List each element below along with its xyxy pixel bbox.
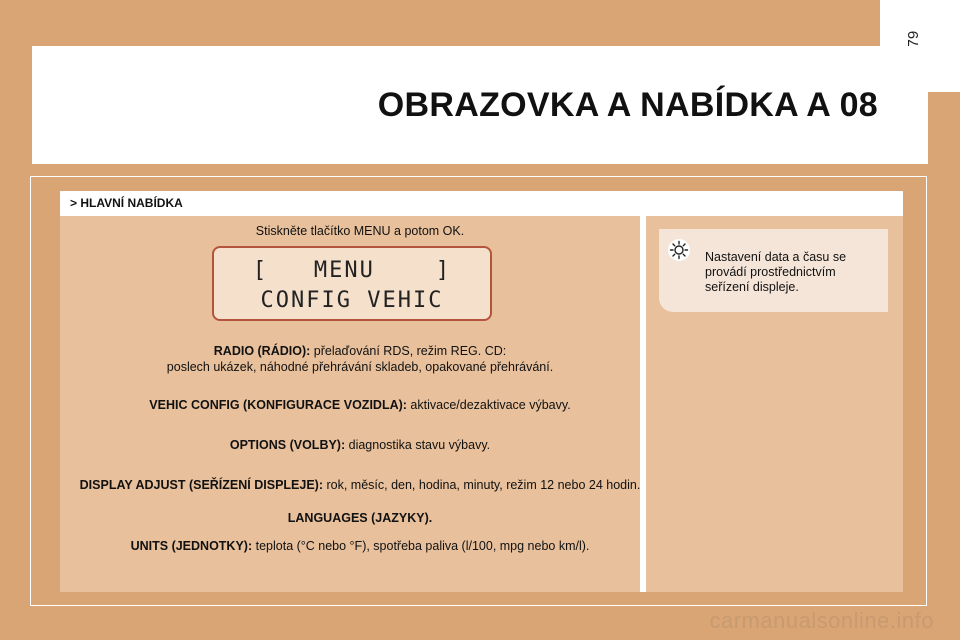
menu-item-radio: [60, 343, 660, 375]
menu-item-text: aktivace/dezaktivace výbavy.: [410, 398, 571, 412]
menu-item-label: LANGUAGES (JAZYKY).: [287, 511, 433, 525]
menu-item-languages: [60, 510, 660, 526]
title-band: [32, 46, 928, 164]
menu-item-label: DISPLAY ADJUST (SEŘÍZENÍ DISPLEJE):: [79, 478, 323, 492]
menu-item-text: přelaďování RDS, režim REG. CD:: [313, 344, 507, 358]
menu-item-label: VEHIC CONFIG (KONFIGURACE VOZIDLA):: [149, 398, 407, 412]
menu-item-units: [60, 538, 660, 554]
menu-item-label: RADIO (RÁDIO):: [213, 344, 311, 358]
section-header-text: > HLAVNÍ NABÍDKA: [70, 196, 183, 210]
menu-item-label: UNITS (JEDNOTKY):: [130, 539, 253, 553]
intro-text: Stiskněte tlačítko MENU a potom OK.: [255, 224, 465, 238]
menu-item-vehic-config: [60, 397, 660, 413]
menu-item-text: rok, měsíc, den, hodina, minuty, režim 12 nebo 24 hodin.: [326, 478, 641, 492]
menu-item-options: [60, 437, 660, 453]
menu-item-text: teplota (°C nebo °F), spotřeba paliva (l/100, mpg nebo km/l).: [255, 539, 590, 553]
lcd-line-2: CONFIG VEHIC: [260, 288, 444, 313]
menu-item-text: diagnostika stavu výbavy.: [348, 438, 491, 452]
lcd-line-1: [ MENU ]: [252, 258, 452, 283]
menu-item-display-adjust: [60, 477, 660, 493]
watermark: carmanualsonline.info: [709, 608, 934, 633]
sun-icon: [668, 239, 690, 261]
menu-item-label: OPTIONS (VOLBY):: [229, 438, 346, 452]
page-title: OBRAZOVKA A NABÍDKA A 08: [377, 86, 878, 124]
note-text: Nastavení data a času se provádí prostřednictvím seřízení displeje.: [705, 250, 847, 294]
note-box: [659, 229, 888, 312]
lcd-display: [212, 246, 492, 321]
menu-item-text-2: poslech ukázek, náhodné přehrávání skladeb, opakované přehrávání.: [166, 360, 554, 374]
section-header: [60, 191, 903, 216]
